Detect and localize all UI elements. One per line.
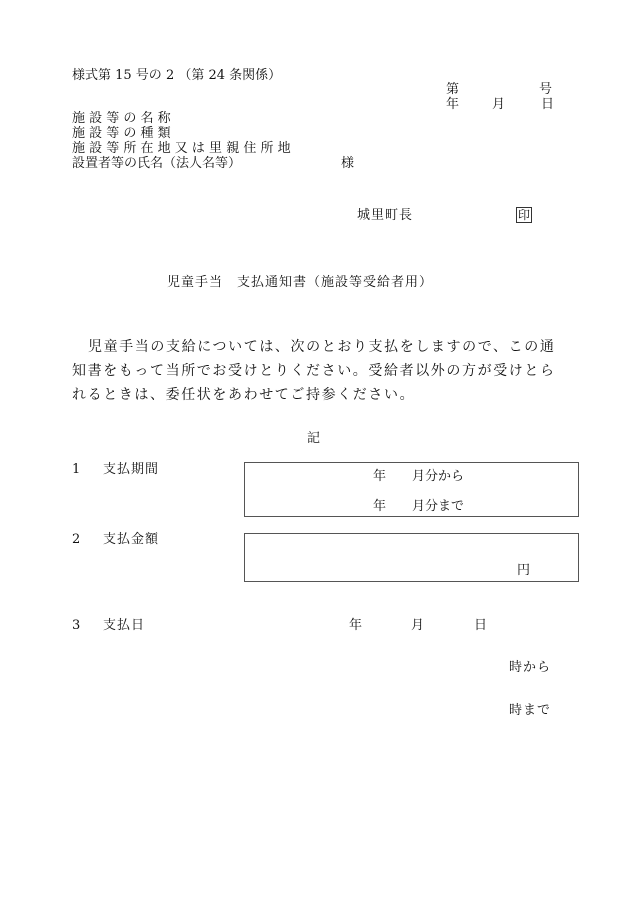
amount-unit: 円 — [517, 563, 531, 578]
date-month: 月 — [492, 97, 506, 112]
period-until: 年 月分まで — [373, 499, 465, 514]
body-line-2: 知書をもって当所でお受けとりください。受給者以外の方が受けとら — [72, 363, 556, 379]
body-line-1: 児童手当の支給については、次のとおり支払をしますので、この通 — [88, 339, 556, 355]
time-until: 時まで — [509, 703, 552, 718]
payday-year: 年 — [349, 618, 363, 633]
payment-amount-box — [244, 533, 579, 582]
facility-address-label: 施 設 等 所 在 地 又 は 里 親 住 所 地 — [72, 141, 291, 156]
item-1-number: 1 — [72, 462, 81, 477]
facility-type-label: 施 設 等 の 種 類 — [72, 126, 171, 141]
doc-number-prefix: 第 — [446, 82, 460, 97]
document-title: 児童手当 支払通知書（施設等受給者用） — [167, 275, 434, 290]
doc-number-suffix: 号 — [539, 82, 553, 97]
payday-day: 日 — [474, 618, 488, 633]
body-line-3: れるときは、委任状をあわせてご持参ください。 — [72, 387, 416, 403]
honorific: 様 — [341, 156, 355, 171]
ki-heading: 記 — [307, 431, 321, 446]
period-from: 年 月分から — [373, 469, 465, 484]
time-from: 時から — [509, 660, 552, 675]
item-2-number: 2 — [72, 532, 81, 547]
payment-period-box — [244, 462, 579, 517]
payday-month: 月 — [411, 618, 425, 633]
issuer-name: 城里町長 — [357, 208, 414, 223]
item-1-label: 支払期間 — [103, 462, 160, 477]
date-year: 年 — [446, 97, 460, 112]
item-3-number: 3 — [72, 618, 81, 633]
item-2-label: 支払金額 — [103, 532, 160, 547]
item-3-label: 支払日 — [103, 618, 146, 633]
form-number: 様式第 15 号の 2 （第 24 条関係） — [72, 68, 282, 83]
seal-mark: 印 — [517, 208, 530, 222]
facility-name-label: 施 設 等 の 名 称 — [72, 111, 171, 126]
date-day: 日 — [541, 97, 555, 112]
operator-name-label: 設置者等の氏名（法人名等） — [72, 156, 242, 171]
